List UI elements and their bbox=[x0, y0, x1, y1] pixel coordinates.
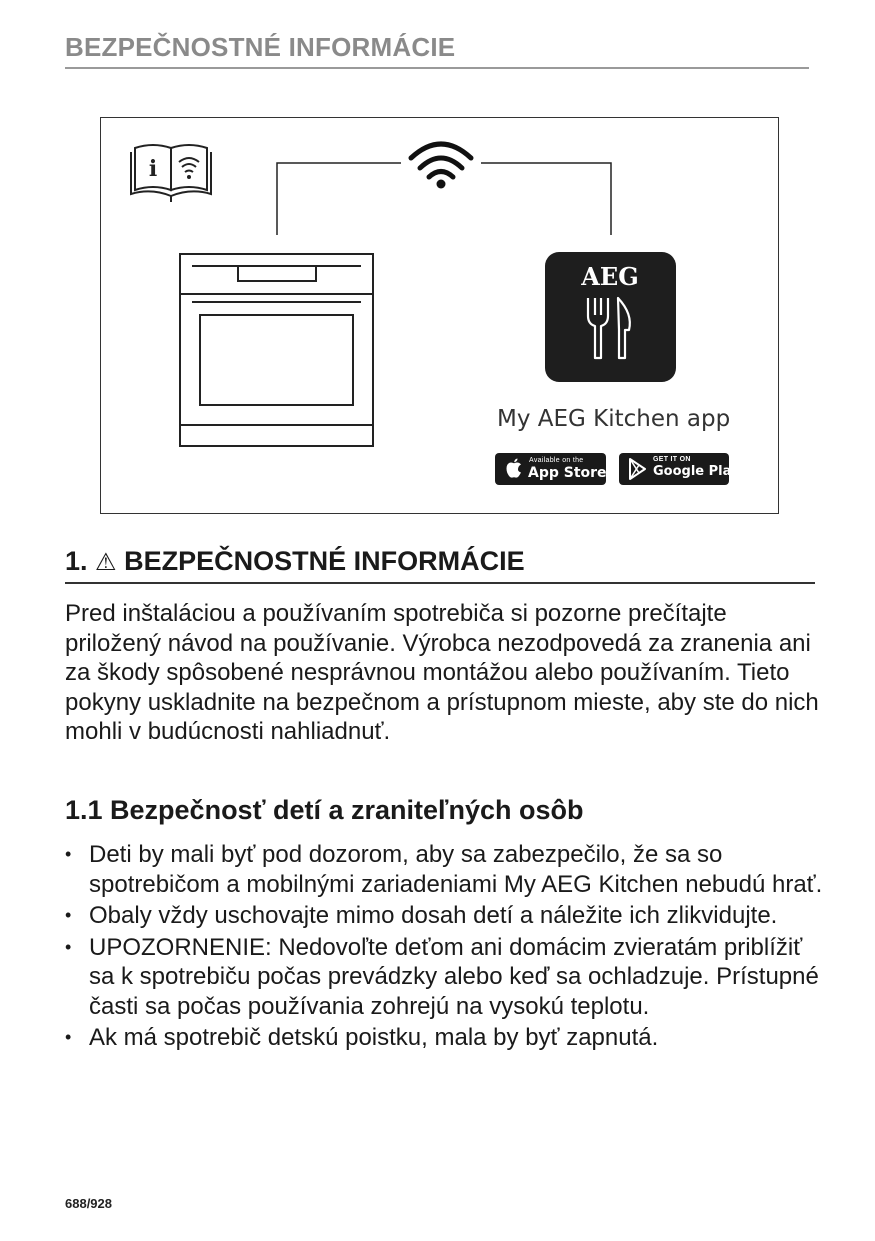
list-item bbox=[65, 1023, 825, 1053]
google-play-badge[interactable] bbox=[619, 453, 740, 485]
section-title-text: BEZPEČNOSTNÉ INFORMÁCIE bbox=[124, 546, 525, 576]
apple-icon bbox=[503, 457, 525, 481]
header-divider bbox=[65, 67, 809, 69]
svg-text:AEG: AEG bbox=[581, 262, 639, 291]
google-play-icon bbox=[628, 458, 648, 480]
page-header-title: BEZPEČNOSTNÉ INFORMÁCIE bbox=[65, 32, 456, 62]
page-number: 688/928 bbox=[65, 1196, 112, 1211]
bullet-icon: • bbox=[65, 905, 72, 925]
app-store-small-label: Available on the bbox=[529, 457, 584, 464]
list-item-text: Obaly vždy uschovajte mimo dosah detí a náležite ich zlikvidujte. bbox=[89, 902, 778, 929]
warning-icon: ⚠ bbox=[95, 549, 117, 576]
svg-text:i: i bbox=[148, 156, 158, 182]
section-title bbox=[65, 546, 525, 577]
wifi-icon bbox=[411, 144, 471, 189]
safety-bullet-list bbox=[65, 840, 825, 1055]
oven-illustration bbox=[180, 254, 373, 446]
manual-book-icon bbox=[131, 145, 211, 202]
subsection-title: 1.1 Bezpečnosť detí a zraniteľných osôb bbox=[65, 795, 584, 825]
app-name-label: My AEG Kitchen app bbox=[497, 406, 731, 432]
intro-paragraph: Pred inštaláciou a používaním spotrebiča si pozorne prečítajte priložený návod na používanie. Výrobca nezodpovedá za zranenia ani za škody spôsobené nesprávnou montážou alebo používaním. Tieto pokyny uskladnite na bezpečnom a prístupnom mieste, aby ste do nich mohli v budúcnosti nahliadnuť. bbox=[65, 600, 819, 745]
bullet-icon: • bbox=[65, 1027, 72, 1047]
section-number: 1. bbox=[65, 546, 88, 576]
aeg-app-icon bbox=[545, 252, 676, 382]
connectivity-figure bbox=[100, 117, 779, 514]
list-item-text: Deti by mali byť pod dozorom, aby sa zabezpečilo, že sa so spotrebičom a mobilnými zariadeniami My AEG Kitchen nebudú hrať. bbox=[89, 841, 823, 898]
app-store-label: App Store bbox=[528, 465, 607, 481]
google-play-label: Google Play bbox=[653, 464, 740, 479]
list-item bbox=[65, 901, 825, 931]
list-item-text: Ak má spotrebič detskú poistku, mala by byť zapnutá. bbox=[89, 1024, 659, 1051]
list-item bbox=[65, 933, 825, 1022]
bullet-icon: • bbox=[65, 936, 72, 957]
app-store-badge[interactable] bbox=[495, 453, 606, 485]
bullet-icon: • bbox=[65, 844, 72, 864]
section-divider bbox=[65, 582, 815, 584]
list-item bbox=[65, 840, 825, 899]
google-play-small-label: GET IT ON bbox=[653, 456, 691, 463]
list-item-text: UPOZORNENIE: Nedovoľte deťom ani domácim zvieratám priblížiť sa k spotrebiču počas prevádzky alebo keď sa ochladzuje. Prístupné časti sa počas používania zohrejú na vysokú teplotu. bbox=[89, 933, 819, 1020]
